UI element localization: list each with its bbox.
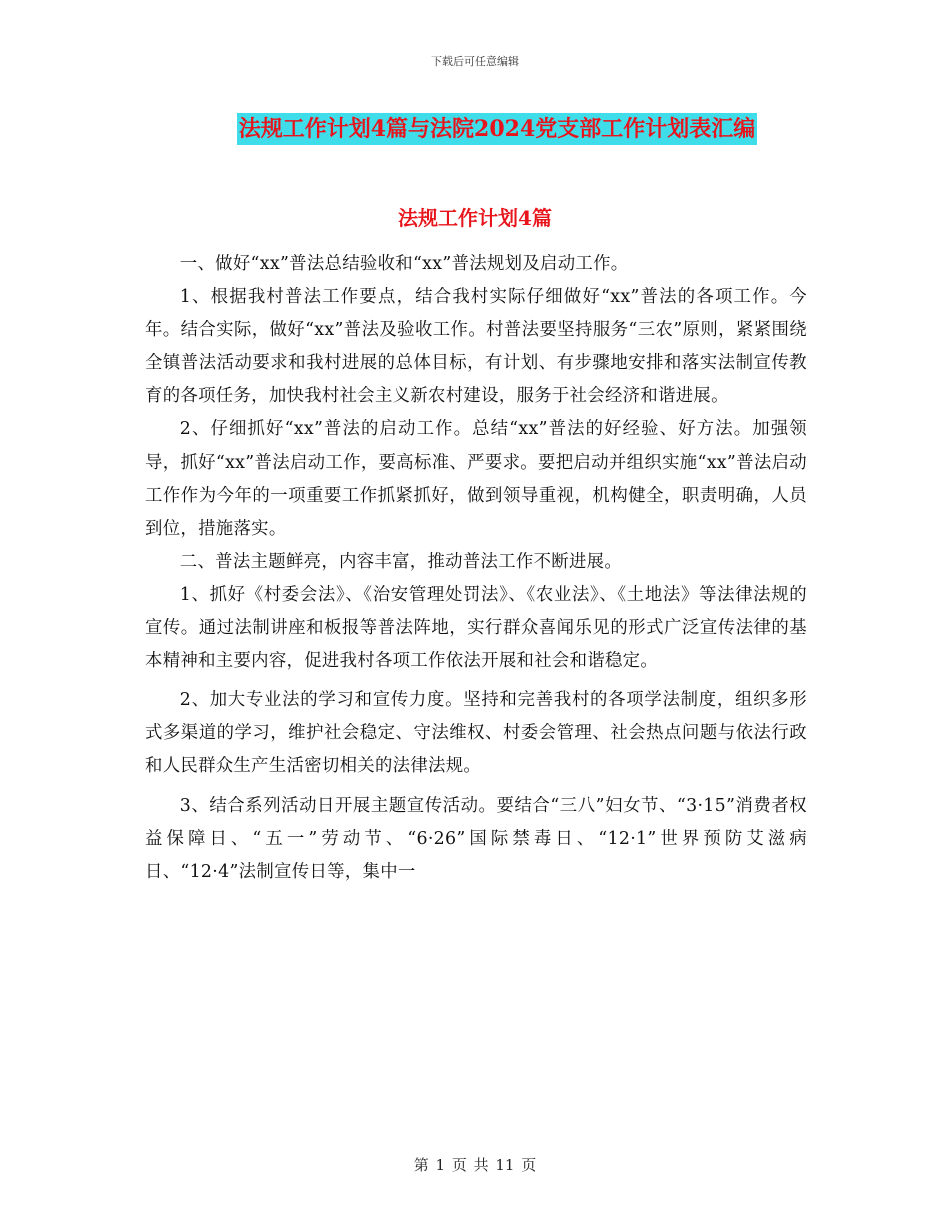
sub-title: 法规工作计划4篇 [398,206,552,230]
header-note: 下载后可任意编辑 [431,55,519,68]
document-body [145,248,807,889]
page-number: 第 1 页 共 11 页 [413,1156,537,1174]
paragraph: 1、抓好《村委会法》、《治安管理处罚法》、《农业法》、《土地法》等法律法规的宣传。通过法制讲座和板报等普法阵地，实行群众喜闻乐见的形式广泛宣传法律的基本精神和主要内容，促进我村各项工作依法开展和社会和谐稳定。 [145,584,807,672]
main-title-container [0,113,950,145]
paragraph: 2、加大专业法的学习和宣传力度。坚持和完善我村的各项学法制度，组织多形式多渠道的学习，维护社会稳定、守法维权、村委会管理、社会热点问题与依法行政和人民群众生产生活密切相关的法律法规。 [145,690,807,777]
paragraph: 1、根据我村普法工作要点，结合我村实际仔细做好“xx”普法的各项工作。今年。结合实际，做好“xx”普法及验收工作。村普法要坚持服务“三农”原则，紧紧围绕全镇普法活动要求和我村进展的总体目标，有计划、有步骤地安排和落实法制宣传教育的各项任务，加快我村社会主义新农村建设，服务于社会经济和谐进展。 [145,287,807,407]
main-title: 法规工作计划4篇与法院2024党支部工作计划表汇编 [237,113,758,145]
paragraph: 一、做好“xx”普法总结验收和“xx”普法规划及启动工作。 [179,254,629,274]
paragraph: 二、普法主题鲜亮，内容丰富，推动普法工作不断进展。 [179,551,623,572]
paragraph: 3、结合系列活动日开展主题宣传活动。要结合“三八”妇女节、“3·15”消费者权益保障日、“五一”劳动节、“6·26”国际禁毒日、“12·1”世界预防艾滋病日、“12·4”法制宣传日等，集中一 [145,795,807,882]
paragraph: 2、仔细抓好“xx”普法的启动工作。总结“xx”普法的好经验、好方法。加强领导，抓好“xx”普法启动工作，要高标准、严要求。要把启动并组织实施“xx”普法启动工作作为今年的一项重要工作抓紧抓好，做到领导重视，机构健全，职责明确，人员到位，措施落实。 [145,419,807,539]
